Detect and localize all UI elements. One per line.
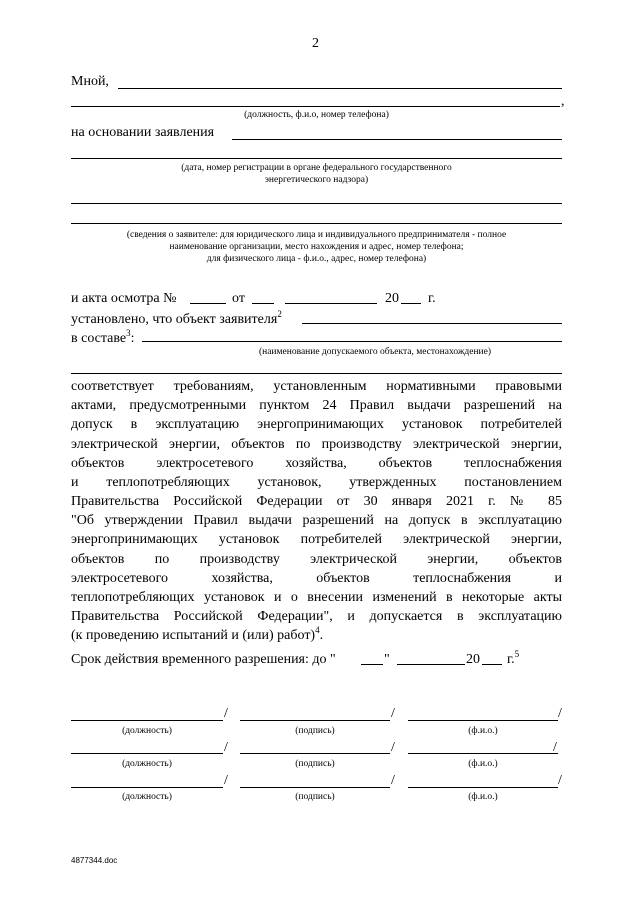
- footnote-5: 5: [514, 649, 520, 659]
- caption-object: (наименование допускаемого объекта, местонахождение): [258, 347, 492, 357]
- sig3-slash-3: /: [558, 773, 562, 788]
- sig1-signature-caption: (подпись): [295, 726, 335, 736]
- act-label: и акта осмотра №: [71, 291, 177, 306]
- body-line-3: допуск в эксплуатацию энергопринимающих установок потребителей: [71, 417, 562, 432]
- act-year-field[interactable]: [401, 303, 421, 304]
- validity-year-field[interactable]: [482, 664, 502, 665]
- sig1-slash-2: /: [391, 706, 395, 721]
- applicant-field-1[interactable]: [71, 203, 562, 204]
- body-line-6: и теплопотребляющих установок, утвержденных постановлением: [71, 475, 562, 490]
- body-line-4: электрической энергии, объектов по производству электрической энергии,: [71, 437, 562, 452]
- sig1-fio-caption: (ф.и.о.): [468, 726, 498, 736]
- validity-day-field[interactable]: [361, 664, 383, 665]
- body-line-13: Правительства Российской Федерации", и допускается в эксплуатацию: [71, 609, 562, 624]
- caption-applicant-2: наименование организации, место нахождения и адрес, номер телефона;: [169, 242, 464, 252]
- object-field[interactable]: [302, 323, 562, 324]
- footnote-2: 2: [277, 309, 282, 319]
- caption-position: (должность, ф.и.о, номер телефона): [244, 110, 389, 120]
- sig2-fio-caption: (ф.и.о.): [468, 759, 498, 769]
- act-year-prefix: 20: [385, 291, 399, 306]
- body-line-1: соответствует требованиям, установленным нормативными правовыми: [71, 379, 562, 394]
- body-line-8: "Об утверждении Правил выдачи разрешений на допуск в эксплуатацию: [71, 513, 562, 528]
- sig2-position-caption: (должность): [122, 759, 172, 769]
- applicant-field-2[interactable]: [71, 223, 562, 224]
- footnote-4: 4: [315, 625, 320, 635]
- sig3-signature-field[interactable]: [240, 787, 390, 788]
- validity-label: Срок действия временного разрешения: до ": [71, 652, 336, 667]
- body-line-9: энергопринимающих установок потребителей электрической энергии,: [71, 532, 562, 547]
- sig3-slash-1: /: [224, 773, 228, 788]
- act-year-suffix: г.: [428, 291, 436, 306]
- body-line-10: объектов по производству электрической энергии, объектов: [71, 552, 562, 567]
- footnote-3: 3: [126, 328, 131, 338]
- sig1-fio-field[interactable]: [408, 720, 558, 721]
- sig1-position-field[interactable]: [71, 720, 223, 721]
- sig3-position-field[interactable]: [71, 787, 223, 788]
- act-from-label: от: [232, 291, 245, 306]
- composition-label: в составе$^3$:: [71, 328, 135, 346]
- sig3-fio-caption: (ф.и.о.): [468, 792, 498, 802]
- sig1-slash-1: /: [224, 706, 228, 721]
- validity-month-field[interactable]: [397, 664, 465, 665]
- body-line-12: теплопотребляющих установок и о внесении изменений в некоторые акты: [71, 590, 562, 605]
- body-line-7: Правительства Российской Федерации от 30 января 2021 г. № 85: [71, 494, 562, 509]
- act-month-field[interactable]: [285, 303, 377, 304]
- act-day-field[interactable]: [252, 303, 274, 304]
- validity-year-suffix: г.$^5$: [507, 649, 520, 667]
- sig1-signature-field[interactable]: [240, 720, 390, 721]
- composition-field[interactable]: [142, 341, 562, 342]
- by-me-comma: ,: [561, 94, 565, 109]
- body-line-5: объектов электросетевого хозяйства, объектов теплоснабжения: [71, 456, 562, 471]
- sig2-slash-2: /: [391, 740, 395, 755]
- validity-year-prefix: 20: [466, 652, 480, 667]
- validity-quote-close: ": [384, 652, 390, 667]
- based-on-label: на основании заявления: [71, 125, 215, 140]
- by-me-field[interactable]: [118, 88, 562, 89]
- doc-id: 4877344.doc: [71, 856, 118, 865]
- sig2-signature-field[interactable]: [240, 753, 390, 754]
- body-line-2: актами, предусмотренными пунктом 24 Правил выдачи разрешений на: [71, 398, 562, 413]
- by-me-field-2[interactable]: [71, 106, 560, 107]
- application-field-2[interactable]: [71, 158, 562, 159]
- application-field[interactable]: [232, 139, 562, 140]
- sig1-slash-3: /: [558, 706, 562, 721]
- page-number: 2: [312, 36, 319, 51]
- sig2-signature-caption: (подпись): [295, 759, 335, 769]
- sig1-position-caption: (должность): [122, 726, 172, 736]
- sig2-slash-1: /: [224, 740, 228, 755]
- body-line-11: электросетевого хозяйства, объектов теплоснабжения и: [71, 571, 562, 586]
- established-label: установлено, что объект заявителя$^2$: [71, 309, 282, 327]
- body-line-14: (к проведению испытаний и (или) работ)$^4$.: [71, 625, 324, 643]
- sig3-slash-2: /: [391, 773, 395, 788]
- sig2-slash-3: /: [553, 740, 557, 755]
- sig2-position-field[interactable]: [71, 753, 223, 754]
- sig3-fio-field[interactable]: [408, 787, 558, 788]
- sig3-position-caption: (должность): [122, 792, 172, 802]
- caption-applicant-3: для физического лица - ф.и.о., адрес, номер телефона): [206, 254, 427, 264]
- caption-applicant-1: (сведения о заявителе: для юридического лица и индивидуального предпринимателя - полное: [126, 230, 507, 240]
- caption-date: (дата, номер регистрации в органе федерального государственного: [181, 163, 452, 173]
- sig3-signature-caption: (подпись): [295, 792, 335, 802]
- composition-field-2[interactable]: [71, 373, 562, 374]
- by-me-label: Мной,: [71, 74, 109, 89]
- sig2-fio-field[interactable]: [408, 753, 558, 754]
- caption-date-2: энергетического надзора): [264, 175, 369, 185]
- act-number-field[interactable]: [190, 303, 226, 304]
